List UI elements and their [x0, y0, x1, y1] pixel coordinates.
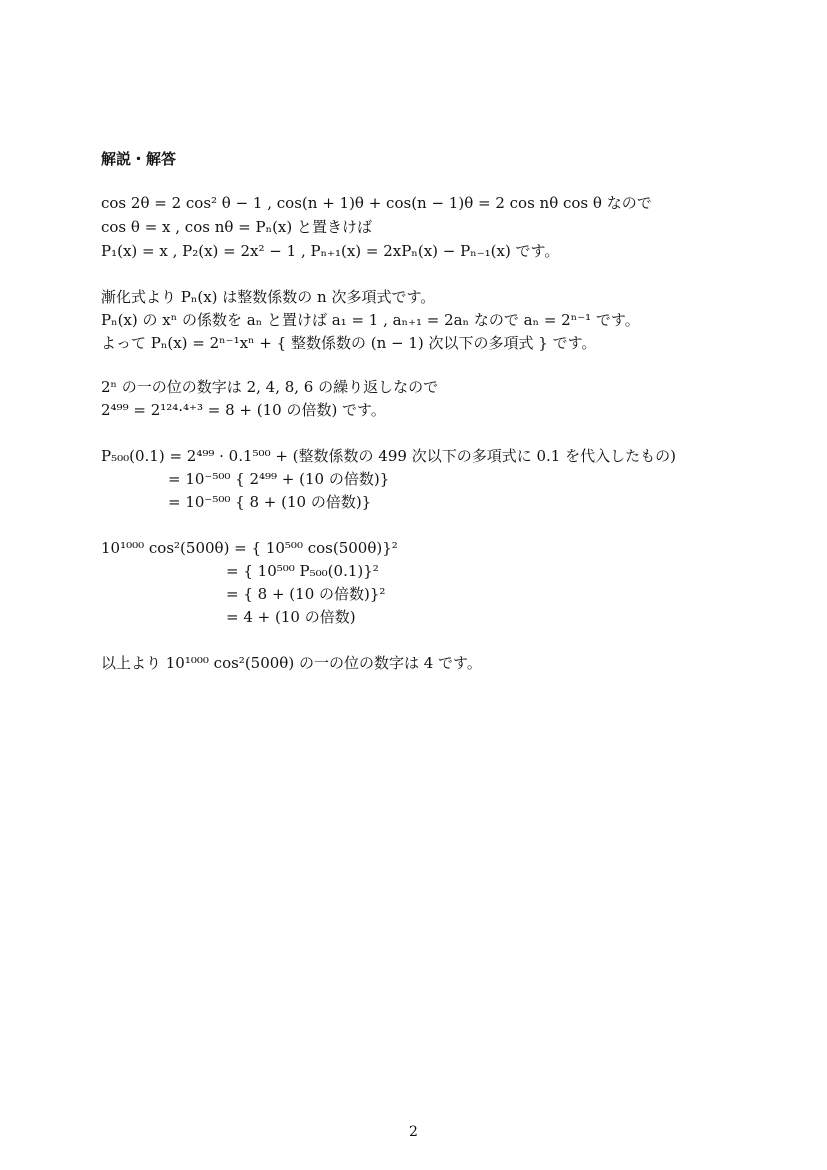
- text-line: 漸化式より Pₙ(x) は整数係数の n 次多項式です。: [101, 288, 436, 306]
- text-line: P₁(x) = x , P₂(x) = 2x² − 1 , Pₙ₊₁(x) = 2xPₙ(x) − Pₙ₋₁(x) です。: [101, 242, 560, 260]
- text-line: よって Pₙ(x) = 2ⁿ⁻¹xⁿ + { 整数係数の (n − 1) 次以下の多項式 } です。: [101, 334, 597, 352]
- text-line: = 10⁻⁵⁰⁰ { 8 + (10 の倍数)}: [168, 493, 372, 511]
- text-line: P₅₀₀(0.1) = 2⁴⁹⁹ · 0.1⁵⁰⁰ + (整数係数の 499 次以下の多項式に 0.1 を代入したもの): [101, 447, 676, 465]
- text-line: 2ⁿ の一の位の数字は 2, 4, 8, 6 の繰り返しなので: [101, 378, 439, 396]
- text-line: = 4 + (10 の倍数): [226, 608, 356, 626]
- text-line: 2⁴⁹⁹ = 2¹²⁴·⁴⁺³ = 8 + (10 の倍数) です。: [101, 401, 386, 419]
- text-line: = 10⁻⁵⁰⁰ { 2⁴⁹⁹ + (10 の倍数)}: [168, 470, 390, 488]
- text-line: 以上より 10¹⁰⁰⁰ cos²(500θ) の一の位の数字は 4 です。: [101, 654, 482, 672]
- page-number: 2: [409, 1124, 418, 1140]
- text-line: = { 10⁵⁰⁰ P₅₀₀(0.1)}²: [226, 562, 379, 580]
- text-line: Pₙ(x) の xⁿ の係数を aₙ と置けば a₁ = 1 , aₙ₊₁ = 2aₙ なので aₙ = 2ⁿ⁻¹ です。: [101, 311, 640, 329]
- text-line: 10¹⁰⁰⁰ cos²(500θ) = { 10⁵⁰⁰ cos(500θ)}²: [101, 539, 398, 557]
- text-line: cos 2θ = 2 cos² θ − 1 , cos(n + 1)θ + cos(n − 1)θ = 2 cos nθ cos θ なので: [101, 194, 652, 212]
- text-line: = { 8 + (10 の倍数)}²: [226, 585, 386, 603]
- section-heading: 解説・解答: [101, 150, 177, 168]
- text-line: cos θ = x , cos nθ = Pₙ(x) と置きけば: [101, 218, 373, 236]
